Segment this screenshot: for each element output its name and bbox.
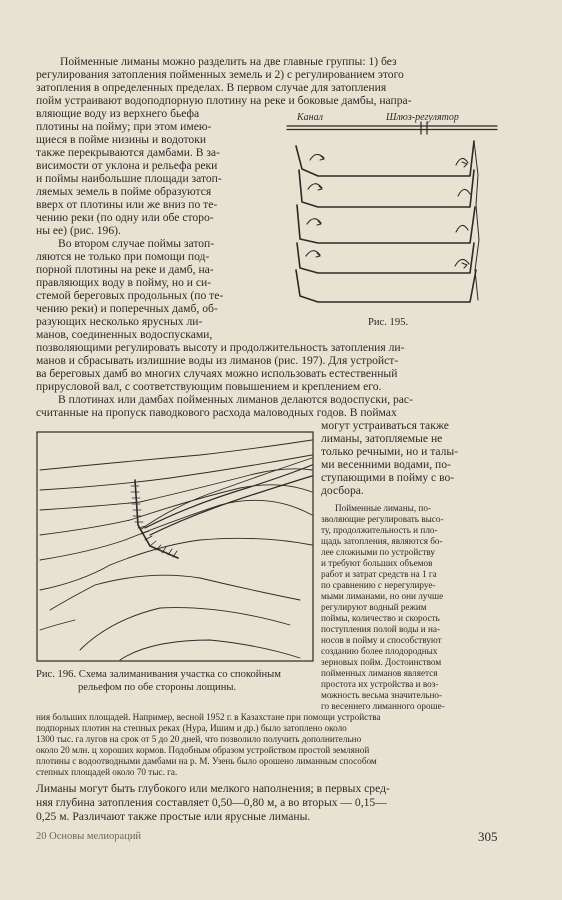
small-text-line: ту, продолжительность и пло- — [321, 525, 438, 535]
small-text-line: плотины с водоотводными дамбами на р. М. Узень было орошено лиманным способом — [36, 756, 377, 766]
figure-196-caption-line1: Рис. 196. Схема залиманивания участка со спокойным — [36, 669, 281, 680]
small-text-line: носов в пойму и способствуют — [321, 635, 442, 645]
small-text-line: зерновых пойм. Достоинством — [321, 657, 442, 667]
text-line: ступающими в пойму с во- — [321, 471, 455, 484]
small-text-line: регулируют водный режим — [321, 602, 427, 612]
text-line: ны ее) (рис. 196). — [36, 224, 121, 237]
text-line: стемой береговых продольных (по те- — [36, 289, 224, 302]
text-line: и поймы наибольшие площади затоп- — [36, 172, 222, 185]
small-text-line: Пойменные лиманы, по- — [335, 503, 432, 513]
text-line: Пойменные лиманы можно разделить на две главные группы: 1) без — [60, 55, 397, 68]
text-line: висимости от уклона и рельефа реки — [36, 159, 218, 172]
figure-196-caption-line2: рельефом по обе стороны лощины. — [78, 682, 237, 693]
text-line: В плотинах или дамбах пойменных лиманов делаются водоспуски, рас- — [58, 393, 413, 406]
text-line: регулирования затопления пойменных земель и 2) с регулированием этого — [36, 68, 404, 81]
small-text-line: мыми лиманами, но они лучше — [321, 591, 444, 601]
text-line: ми весенними водами, по- — [321, 458, 451, 471]
text-line: досбора. — [321, 484, 364, 497]
text-line: чению реки) и поперечных дамб, об- — [36, 302, 218, 315]
text-line: чению реки (по одну или обе сторо- — [36, 211, 214, 224]
text-line: ляются не только при помощи под- — [36, 250, 210, 263]
text-line: щиеся в пойме низины и водотоки — [36, 133, 207, 146]
text-line: Лиманы могут быть глубокого или мелкого наполнения; в первых сред- — [36, 782, 390, 795]
text-line: пойм устраивают водоподпорную плотину на реке и боковые дамбы, напра- — [36, 94, 412, 107]
small-text-line: го весеннего лиманного ороше- — [321, 701, 445, 711]
text-line: правляющих воду в пойму, но и си- — [36, 276, 212, 289]
text-line: затопления в определенных пределах. В первом случае для затопления — [36, 81, 387, 94]
label-sluice-regulator: Шлюз-регулятор — [386, 112, 459, 123]
text-line: плотины на пойму; при этом имею- — [36, 120, 212, 133]
small-text-line: и требуют больших объемов — [321, 558, 433, 568]
text-line: лиманы, затопляемые не — [321, 432, 443, 445]
text-line: ляемых земель в пойме образуются — [36, 185, 212, 198]
text-line: Во втором случае поймы затоп- — [58, 237, 215, 250]
label-canal: Канал — [297, 112, 323, 123]
text-line: также перекрываются дамбами. В за- — [36, 146, 220, 159]
small-text-line: ния больших площадей. Например, весной 1952 г. в Казахстане при помощи устройства — [36, 712, 381, 722]
text-line: считанные на пропуск паводкового расхода маловодных годов. В поймах — [36, 406, 397, 419]
small-text-line: подпорных плотин на степных реках (Нура, Ишим и др.) было затоплено около — [36, 723, 347, 733]
text-line: прирусловой вал, с соответствующим повышением и креплением его. — [36, 380, 382, 393]
text-line: 0,25 м. Различают также простые или ярусные лиманы. — [36, 810, 311, 823]
text-line: манов и сбрасывать излишние воды из лиманов (рис. 197). Для устройст- — [36, 354, 399, 367]
small-text-line: 1300 тыс. га лугов на срок от 5 до 20 дней, что позволило получить дополнительно — [36, 734, 362, 744]
text-line: только речными, но и талы- — [321, 445, 459, 458]
text-line: могут устраиваться также — [321, 419, 449, 432]
small-text-line: поступления полой воды и на- — [321, 624, 441, 634]
text-line: вверх от плотины или же вниз по те- — [36, 198, 218, 211]
text-line: ва береговых дамб во многих случаях можно использовать естественный — [36, 367, 398, 380]
small-text-line: зволяющие регулировать высо- — [321, 514, 444, 524]
small-text-line: пойменных лиманов является — [321, 668, 438, 678]
text-line: позволяющими регулировать высоту и продолжительность затопления ли- — [36, 341, 405, 354]
small-text-line: около 20 млн. ц хороших кормов. Подобным образом устройством простой земляной — [36, 745, 370, 755]
text-line: разующих несколько ярусных ли- — [36, 315, 203, 328]
small-text-line: простота их устройства и воз- — [321, 679, 439, 689]
small-text-line: степных площадей около 70 тыс. га. — [36, 767, 178, 777]
text-line: порной плотины на реке и дамб, на- — [36, 263, 214, 276]
page-number: 305 — [478, 829, 498, 844]
small-text-line: работ и затрат средств на 1 га — [321, 569, 437, 579]
text-line: вляющие воду из верхнего бьефа — [36, 107, 200, 120]
small-text-line: лее сложными по устройству — [321, 547, 435, 557]
small-text-line: поймы, количество и скорость — [321, 613, 440, 623]
small-text-line: щадь затопления, являются бо- — [321, 536, 443, 546]
text-line: няя глубина затопления составляет 0,50—0,80 м, а во вторых — 0,15— — [36, 796, 387, 809]
signature-mark: 20 Основы мелиораций — [36, 831, 142, 842]
small-text-line: созданию более плодородных — [321, 646, 438, 656]
small-text-line: по сравнению с нерегулируе- — [321, 580, 436, 590]
figure-195-caption: Рис. 195. — [368, 317, 409, 328]
text-line: манов, соединенных водоспусками, — [36, 328, 213, 341]
small-text-line: можность весьма значительно- — [321, 690, 443, 700]
